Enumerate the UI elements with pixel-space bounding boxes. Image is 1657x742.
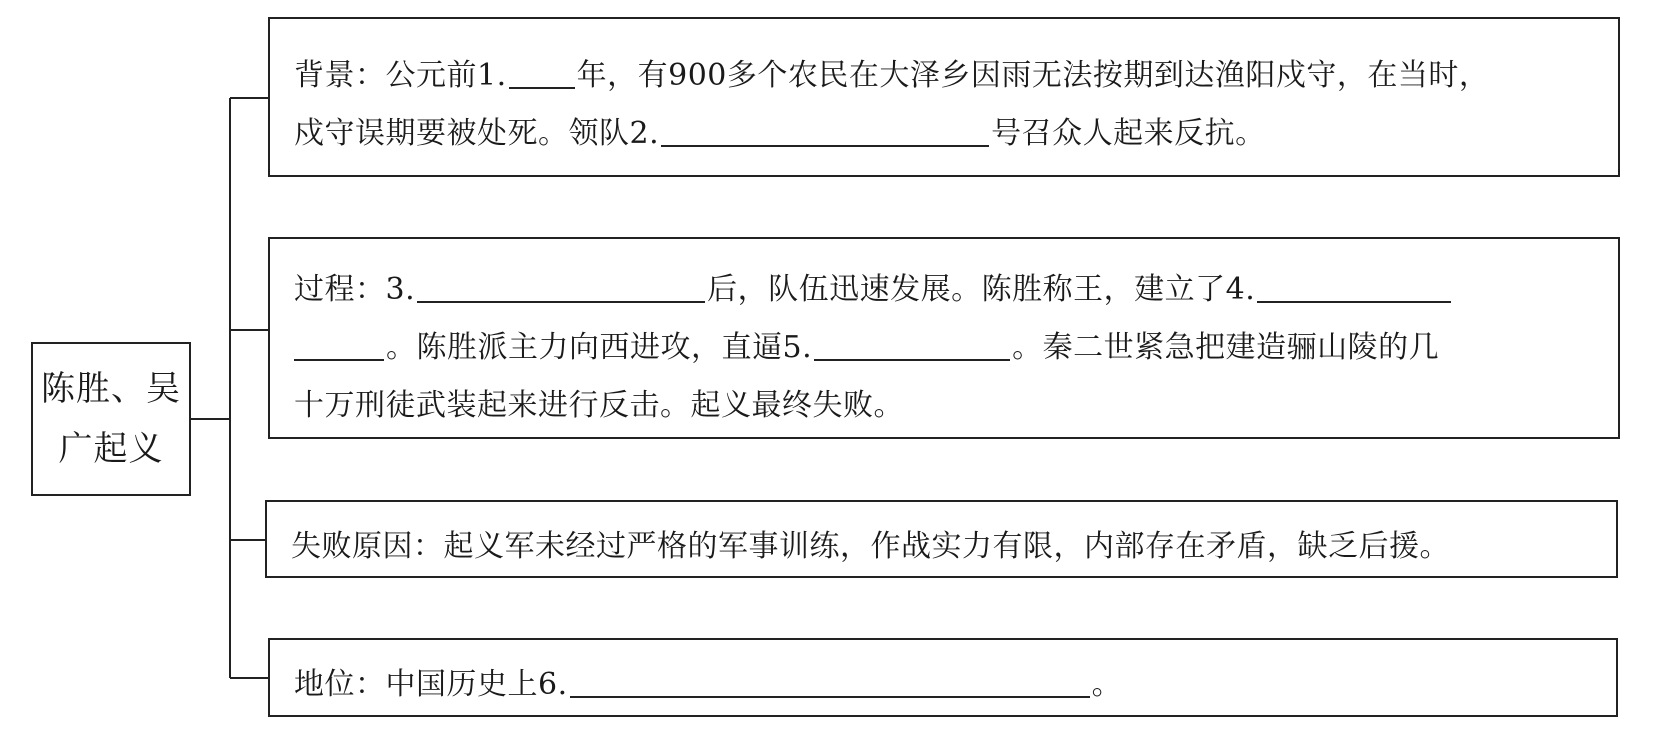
status-text: 地位：中国历史上6. xyxy=(294,667,568,702)
status-text: 。 xyxy=(1091,667,1123,702)
blank-1[interactable] xyxy=(509,53,575,89)
process-text: 。秦二世紧急把建造骊山陵的几 xyxy=(1012,330,1440,365)
background-text: 号召众人起来反抗。 xyxy=(991,116,1266,151)
blank-3[interactable] xyxy=(417,267,705,303)
root-label-line2: 广起义 xyxy=(58,429,164,469)
blank-4-part-2[interactable] xyxy=(294,325,384,361)
background-line-2 xyxy=(294,105,1604,163)
process-text: 十万刑徒武装起来进行反击。起义最终失败。 xyxy=(294,388,904,423)
status-box xyxy=(268,638,1618,717)
blank-4-part-1[interactable] xyxy=(1257,267,1451,303)
failure-text: 失败原因：起义军未经过严格的军事训练，作战实力有限，内部存在矛盾，缺乏后援。 xyxy=(291,529,1450,564)
process-text: 过程：3. xyxy=(294,272,416,307)
process-line-1 xyxy=(294,261,1604,319)
background-text: 年，有900多个农民在大泽乡因雨无法按期到达渔阳戍守，在当时， xyxy=(576,58,1490,93)
background-text: 背景：公元前1. xyxy=(294,58,507,93)
root-label-line1: 陈胜、吴 xyxy=(41,369,181,409)
blank-5[interactable] xyxy=(814,325,1010,361)
root-node xyxy=(31,342,191,496)
background-text: 戍守误期要被处死。领队2. xyxy=(294,116,660,151)
process-line-3 xyxy=(294,377,1604,435)
status-line xyxy=(294,656,1602,714)
process-text: 。陈胜派主力向西进攻，直逼5. xyxy=(386,330,813,365)
process-box xyxy=(268,237,1620,439)
background-line-1 xyxy=(294,47,1604,105)
background-box xyxy=(268,17,1620,177)
process-line-2 xyxy=(294,319,1604,377)
blank-6[interactable] xyxy=(570,662,1090,698)
root-label xyxy=(40,359,182,479)
failure-box xyxy=(265,500,1618,578)
process-text: 后，队伍迅速发展。陈胜称王，建立了4. xyxy=(707,272,1256,307)
failure-line xyxy=(291,518,1602,576)
blank-2[interactable] xyxy=(661,111,989,147)
